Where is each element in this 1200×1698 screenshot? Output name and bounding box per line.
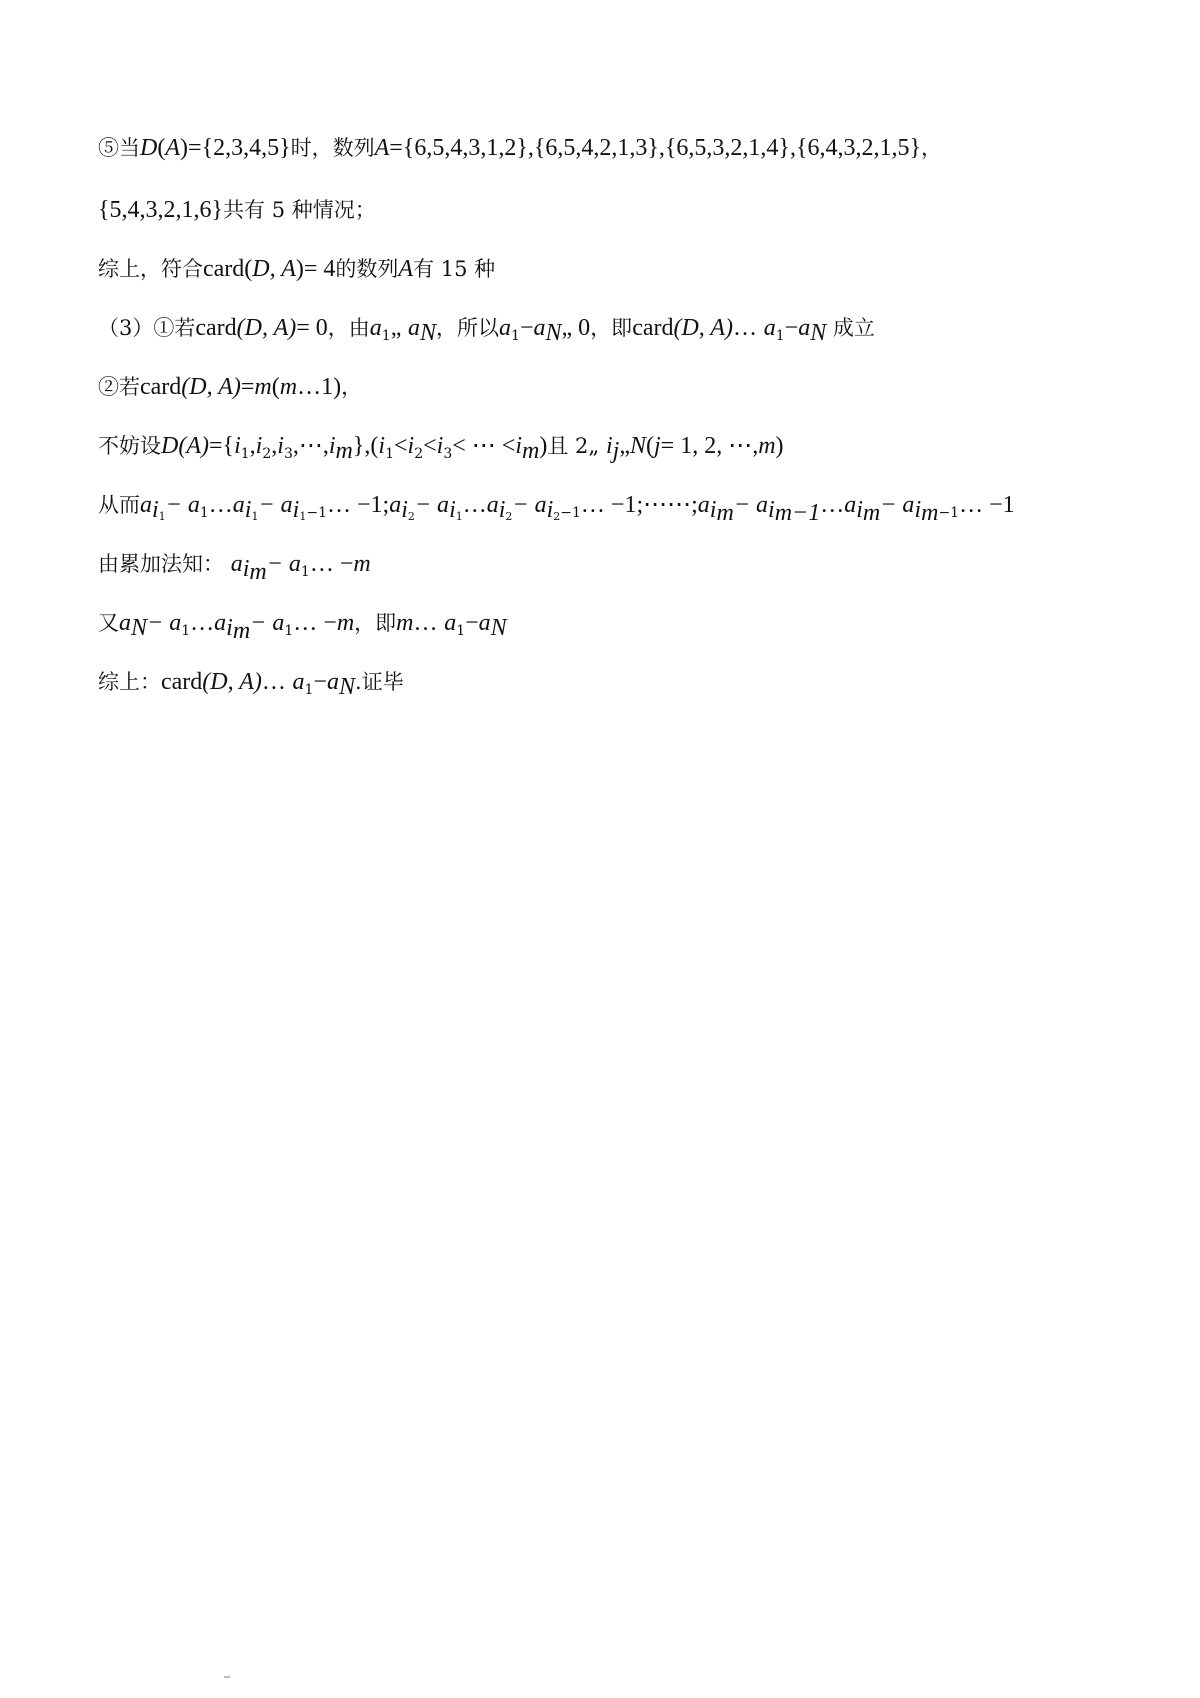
math-var: i (515, 433, 523, 459)
math-sub: m (522, 438, 540, 464)
math-sub: i (546, 497, 554, 523)
math-op: = (240, 374, 255, 400)
math-paren: ( (244, 256, 253, 282)
line3-text: 的数列 (335, 257, 399, 281)
text-line-6 (98, 429, 1140, 463)
math-op: … −1; (326, 492, 390, 518)
math-var: A (165, 135, 181, 161)
math-var: i (436, 433, 444, 459)
line5-text: ②若 (98, 375, 140, 399)
math-subsub: m (249, 559, 267, 585)
math-op: ,⋯, (292, 433, 329, 459)
math-var: m (353, 551, 371, 577)
math-var: − a (266, 551, 301, 577)
math-var: − a (258, 492, 293, 518)
math-sub: i (449, 497, 456, 523)
math-sub: 1 (304, 682, 314, 698)
math-var: a (697, 492, 710, 518)
line1-prefix: ⑤当 (98, 136, 140, 160)
math-op: „ (619, 433, 630, 459)
math-brace: },( (352, 433, 379, 459)
math-sub: 1 (775, 328, 785, 344)
math-var: a (499, 315, 512, 341)
text-line-3 (98, 252, 1140, 286)
math-sub: N (545, 320, 562, 346)
math-subsub: m (921, 500, 939, 526)
math-sub: 2 (414, 446, 424, 462)
math-op: < (423, 433, 437, 459)
math-paren: ( (271, 374, 280, 400)
math-sub: 1 (385, 446, 394, 462)
math-sub: −1 (560, 505, 581, 521)
math-sub: 3 (443, 446, 453, 462)
math-var: D (161, 433, 179, 459)
math-sub: 1 (456, 623, 466, 639)
math-var: a (844, 492, 857, 518)
math-sub: 1 (240, 446, 250, 462)
line1-text: 时，数列 (290, 136, 375, 160)
math-subsub: m (862, 500, 881, 526)
math-var: a (140, 492, 152, 518)
math-var: m (758, 433, 776, 459)
text-line-7 (98, 488, 1140, 526)
math-op: , (249, 433, 256, 459)
math-sub: −1 (306, 505, 327, 521)
math-subsub: 1 (455, 510, 463, 523)
line7-text: 从而 (98, 493, 140, 517)
math-var: − a (512, 492, 547, 518)
math-sub: N (131, 615, 148, 641)
math-var: (D, A) (236, 315, 297, 341)
math-var: m (336, 610, 355, 636)
line3-text: 有 15 种 (413, 257, 496, 281)
math-sub: N (810, 320, 827, 346)
math-var: A (398, 256, 414, 282)
math-sub: 2 (262, 446, 272, 462)
math-subsub: 1 (251, 510, 259, 523)
math-op: … −1;⋯⋯; (580, 492, 698, 518)
math-op: … (462, 492, 487, 518)
math-subsub: m−1 (774, 500, 821, 526)
math-subsub: 1 (158, 510, 166, 523)
math-var: − a (250, 610, 285, 636)
math-subsub: 2 (553, 510, 561, 523)
math-set: {6,5,4,3,1,2},{6,5,4,2,1,3},{6,5,3,2,1,4},{6,4,3,2,1,5} (402, 135, 921, 161)
math-sub: i (709, 497, 717, 523)
math-sub: 1 (284, 623, 294, 639)
math-op: = (188, 135, 202, 161)
math-var: m (254, 374, 272, 400)
math-var: i (277, 433, 284, 459)
math-sub: 1 (199, 505, 209, 521)
math-sub: −1 (938, 505, 960, 521)
math-sub: 1 (381, 328, 391, 344)
math-op: … − (309, 551, 354, 577)
punct: ， (341, 375, 363, 399)
math-var: − a (733, 492, 769, 518)
line9-text: 又 (98, 611, 119, 635)
math-var: a (327, 669, 339, 695)
math-fn: card (195, 315, 237, 341)
math-var: a (763, 315, 776, 341)
line9-text: ，即 (354, 611, 397, 635)
math-op: < ⋯ < (452, 433, 516, 459)
math-subsub: m (232, 618, 251, 644)
math-sub: i (152, 497, 159, 523)
math-paren: ) (539, 433, 548, 459)
math-sub: 1 (511, 328, 520, 344)
math-sub: i (768, 497, 775, 523)
line4-text: 成立 (832, 316, 875, 340)
math-op: − (313, 669, 327, 695)
math-op: = 1, 2, ⋯, (660, 433, 759, 459)
math-paren: ) (180, 135, 189, 161)
math-sub: N (420, 320, 437, 346)
math-paren: ( (645, 433, 654, 459)
math-var: i (255, 433, 263, 459)
line10-text: 综上： (98, 670, 161, 694)
math-op: − (465, 610, 479, 636)
math-fn: card (632, 315, 674, 341)
math-subsub: 2 (505, 510, 513, 523)
math-sub: i (292, 497, 300, 523)
math-sub: j (612, 438, 620, 464)
math-op: < (393, 433, 408, 459)
math-fn: card (203, 256, 245, 282)
punct: ， (920, 136, 942, 160)
math-var: i (328, 433, 336, 459)
math-sub: i (242, 556, 250, 582)
line4-text: ，所以 (436, 316, 500, 340)
math-var: D (140, 135, 158, 161)
math-var: i (378, 433, 386, 459)
math-var: (D, A) (673, 315, 734, 341)
math-op: … (820, 492, 845, 518)
line6-text: 不妨设 (98, 434, 161, 458)
math-subsub: 2 (407, 510, 415, 523)
math-op: …1) (297, 374, 342, 400)
math-sub: m (335, 438, 353, 464)
math-var: (D, A) (202, 669, 262, 695)
math-op: = (209, 433, 223, 459)
math-subsub: 1 (299, 510, 307, 523)
math-var: a (486, 492, 499, 518)
math-op: , (271, 433, 278, 459)
math-set: {2,3,4,5} (201, 135, 291, 161)
math-op: = (389, 135, 403, 161)
math-sub: N (490, 615, 507, 641)
math-var: m (279, 374, 298, 400)
math-op: „ 0 (561, 315, 591, 341)
line2-text: 共有 5 种情况； (223, 198, 376, 222)
math-var: A (374, 135, 390, 161)
math-op: = 4 (303, 256, 336, 282)
math-var: i (234, 433, 241, 459)
math-var: j (653, 433, 661, 459)
math-paren: ) (295, 256, 304, 282)
math-op: − (519, 315, 534, 341)
math-op: … (208, 492, 233, 518)
math-fn: card (140, 374, 182, 400)
text-line-10 (98, 665, 1140, 699)
text-line-1 (98, 131, 1140, 165)
math-sub: 1 (300, 564, 310, 580)
math-var: a (230, 551, 243, 577)
math-var: a (478, 610, 491, 636)
math-var: D, A (252, 256, 296, 282)
math-paren: ) (775, 433, 784, 459)
math-var: i (407, 433, 415, 459)
math-var: i (605, 433, 613, 459)
math-op: … (261, 669, 286, 695)
math-sub: i (914, 497, 922, 523)
math-sub: i (244, 497, 252, 523)
math-subsub: m (716, 500, 734, 526)
line4-text: ，即 (590, 316, 633, 340)
math-var: − a (414, 492, 450, 518)
math-var: a (232, 492, 245, 518)
text-line-5 (98, 370, 1140, 404)
text-line-8 (98, 547, 1140, 585)
math-op: … (190, 610, 215, 636)
math-var: a (292, 669, 305, 695)
math-fn: card (161, 669, 203, 695)
line8-text: 由累加法知： (98, 552, 224, 576)
math-var: a (389, 492, 402, 518)
math-sub: i (226, 615, 233, 641)
line4-text: ，由 (327, 316, 370, 340)
math-op: … − (293, 610, 337, 636)
text-line-9 (98, 606, 1140, 644)
math-op: … −1 (959, 492, 1015, 518)
math-var: (A) (178, 433, 209, 459)
math-sub: i (498, 497, 506, 523)
math-op: … (413, 610, 438, 636)
math-var: N (629, 433, 646, 459)
math-sub: N (339, 674, 356, 700)
math-var: a (119, 610, 131, 636)
math-var: a (408, 315, 421, 341)
math-op: − (784, 315, 799, 341)
math-var: a (533, 315, 546, 341)
math-var: a (444, 610, 457, 636)
line3-text: 综上，符合 (98, 257, 203, 281)
math-brace: { (222, 433, 235, 459)
math-var: a (798, 315, 811, 341)
math-sub: 3 (283, 446, 293, 462)
math-var: a (214, 610, 227, 636)
math-sub: i (856, 497, 863, 523)
math-sub: 1 (181, 623, 191, 639)
math-var: (D, A) (181, 374, 241, 400)
text-line-2 (98, 193, 1140, 227)
math-sub: i (401, 497, 408, 523)
footer-mark (224, 1676, 230, 1678)
math-var: − a (165, 492, 200, 518)
math-set: {5,4,3,2,1,6} (98, 197, 224, 223)
math-var: − a (147, 610, 182, 636)
math-op: … (733, 315, 758, 341)
line10-text: .证毕 (355, 670, 404, 694)
math-var: − a (880, 492, 915, 518)
math-var: m (396, 610, 414, 636)
math-var: a (369, 315, 382, 341)
math-paren: ( (157, 135, 166, 161)
line4-text: （3）①若 (98, 316, 196, 340)
math-op: „ (390, 315, 402, 341)
math-op: = 0 (296, 315, 328, 341)
line6-text: 且 2„ (547, 434, 600, 458)
text-line-4 (98, 311, 1140, 345)
